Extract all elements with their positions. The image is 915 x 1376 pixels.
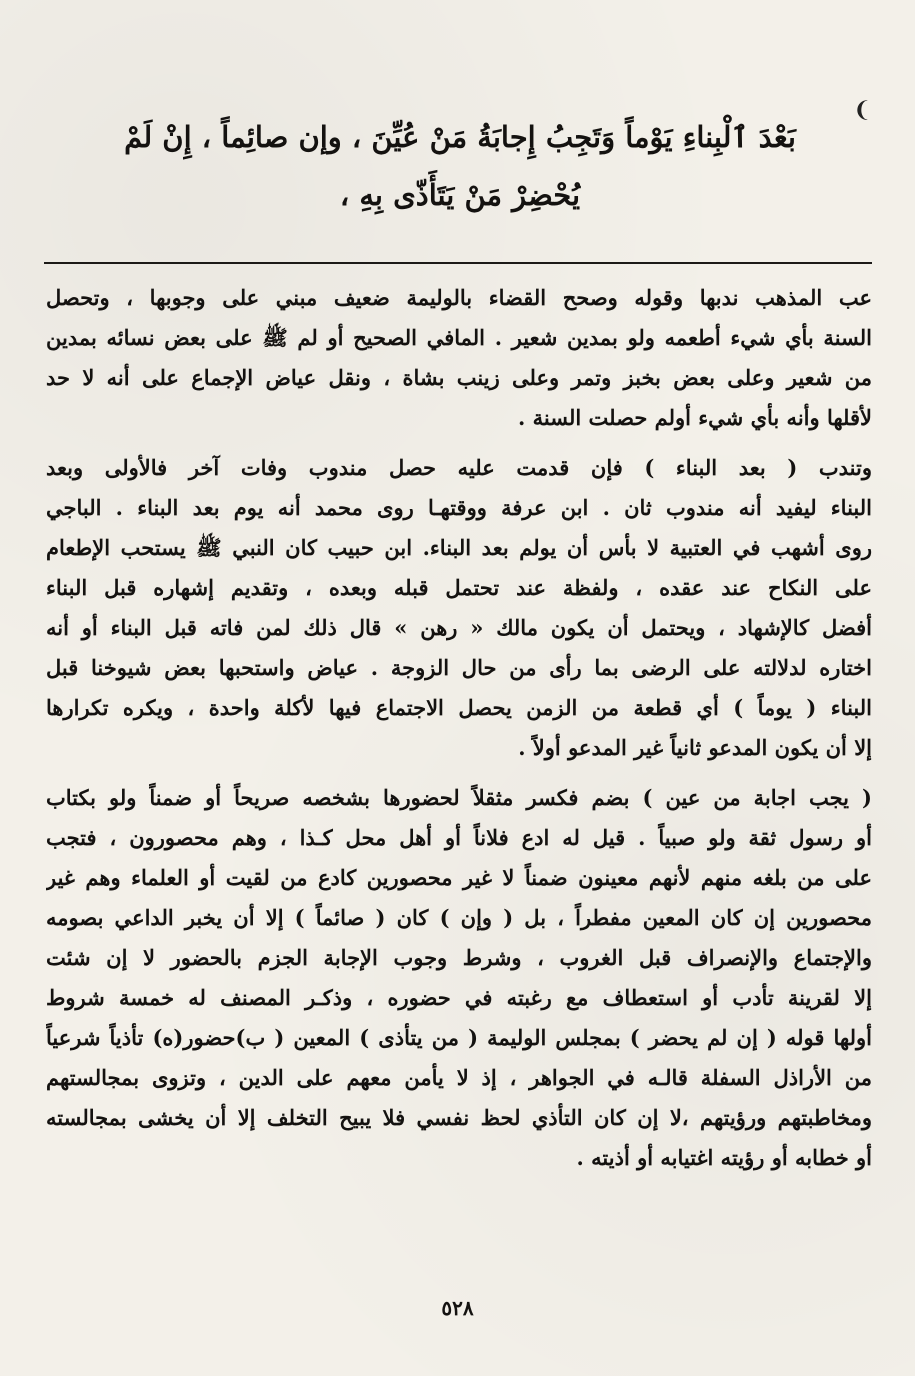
text-line: أو خطابه أو رؤيته اغتيابه أو أذيته . <box>576 1145 872 1170</box>
text-line: محصورين إن كان المعين مفطراً ، بل ( وإن ) كان ( صائماً ) إلا أن يخبر الداعي بصومه <box>46 905 872 930</box>
text-line: ومخاطبتهم ورؤيتهم ،لا إن كان التأذي لحظ نفسي فلا يبيح التخلف إلا أن يخشى بمجالسته <box>46 1105 872 1130</box>
text-line: البناء ليفيد أنه مندوب ثان . ابن عرفة ووقتهـا روى محمد أنه يوم بعد البناء . الباجي <box>46 495 872 520</box>
text-line: اختاره لدلالته على الرضى بما رأى من حال الزوجة . عياض واستحبها بعض شيوخنا قبل <box>46 655 872 680</box>
text-line: لأقلها وأنه بأي شيء أولم حصلت السنة . <box>518 405 872 430</box>
text-line: أو رسول ثقة ولو صبياً . قيل له ادع فلاناً أو أهل محل كـذا ، وهم محصورون ، فتجب <box>46 825 872 850</box>
text-line: البناء ( يوماً ) أي قطعة من الزمن يحصل الاجتماع فيها لأكلة واحدة ، ويكره تكرارها <box>46 695 872 720</box>
commentary-text <box>46 278 872 1178</box>
text-line: وتندب ( بعد البناء ) فإن قدمت عليه حصل مندوب وفات آخر فالأولى وبعد <box>46 455 872 480</box>
text-line: روى أشهب في العتبية لا بأس أن يولم بعد البناء. ابن حبيب كان النبي ﷺ يستحب الإطعام <box>46 535 872 560</box>
text-line: ( يجب اجابة من عين ) بضم فكسر مثقلاً لحضورها بشخصه صريحاً أو ضمناً ولو بكتاب <box>46 785 872 810</box>
text-line: على النكاح عند عقده ، ولفظة عند تحتمل قبله وبعده ، وتقديم إشهاره قبل البناء <box>46 575 872 600</box>
verse-marker-icon: ❨ <box>853 98 872 123</box>
commentary-paragraph <box>46 778 872 1178</box>
text-line: على من بلغه منهم لأنهم معينون ضمناً لا غير محصورين كادع من لقيت أو العلماء وهم غير <box>46 865 872 890</box>
divider-rule <box>44 262 872 264</box>
text-line: عب المذهب ندبها وقوله وصحح القضاء بالوليمة ضعيف مبني على وجوبها ، وتحصل <box>46 285 872 310</box>
text-line: من الأراذل السفلة قالـه في الجواهر ، إذ لا يأمن معهم على الدين ، وتزوى بمجالستهم <box>46 1065 872 1090</box>
text-line: إلا لقرينة تأدب أو استعطاف مع رغبته في حضوره ، وذكـر المصنف له خمسة شروط <box>46 985 872 1010</box>
matn-text <box>90 108 830 224</box>
matn-line: بَعْدَ ٱلْبِناءِ يَوْماً وَتَجِبُ إِجابَةُ مَنْ عُيِّنَ ، وإن صائِماً ، إِنْ لَمْ <box>124 120 796 154</box>
commentary-paragraph <box>46 448 872 768</box>
text-line: من شعير وعلى بعض بخبز وتمر وعلى زينب بشاة ، ونقل عياض الإجماع على أنه لا حد <box>46 365 872 390</box>
commentary-paragraph <box>46 278 872 438</box>
text-line: السنة بأي شيء أطعمه ولو بمدين شعير . المافي الصحيح أو لم ﷺ على بعض نسائه بمدين <box>46 325 872 350</box>
text-line: والإجتماع والإنصراف قبل الغروب ، وشرط وجوب الإجابة الجزم بالحضور لا إن شئت <box>46 945 872 970</box>
text-line: أولها قوله ( إن لم يحضر ) بمجلس الوليمة ( من يتأذى ) المعين ( ب)حضور(ه) تأذياً شرعياً <box>46 1025 872 1050</box>
page-number: ٥٢٨ <box>441 1296 474 1320</box>
text-line: أفضل كالإشهاد ، ويحتمل أن يكون مالك « رهن » قال ذلك لمن فاته قبل البناء أو أنه <box>46 615 872 640</box>
matn-line: يُحْضِرْ مَنْ يَتَأَذّى بِهِ ، <box>339 178 581 212</box>
text-line: إلا أن يكون المدعو ثانياً غير المدعو أولاً . <box>518 735 872 760</box>
